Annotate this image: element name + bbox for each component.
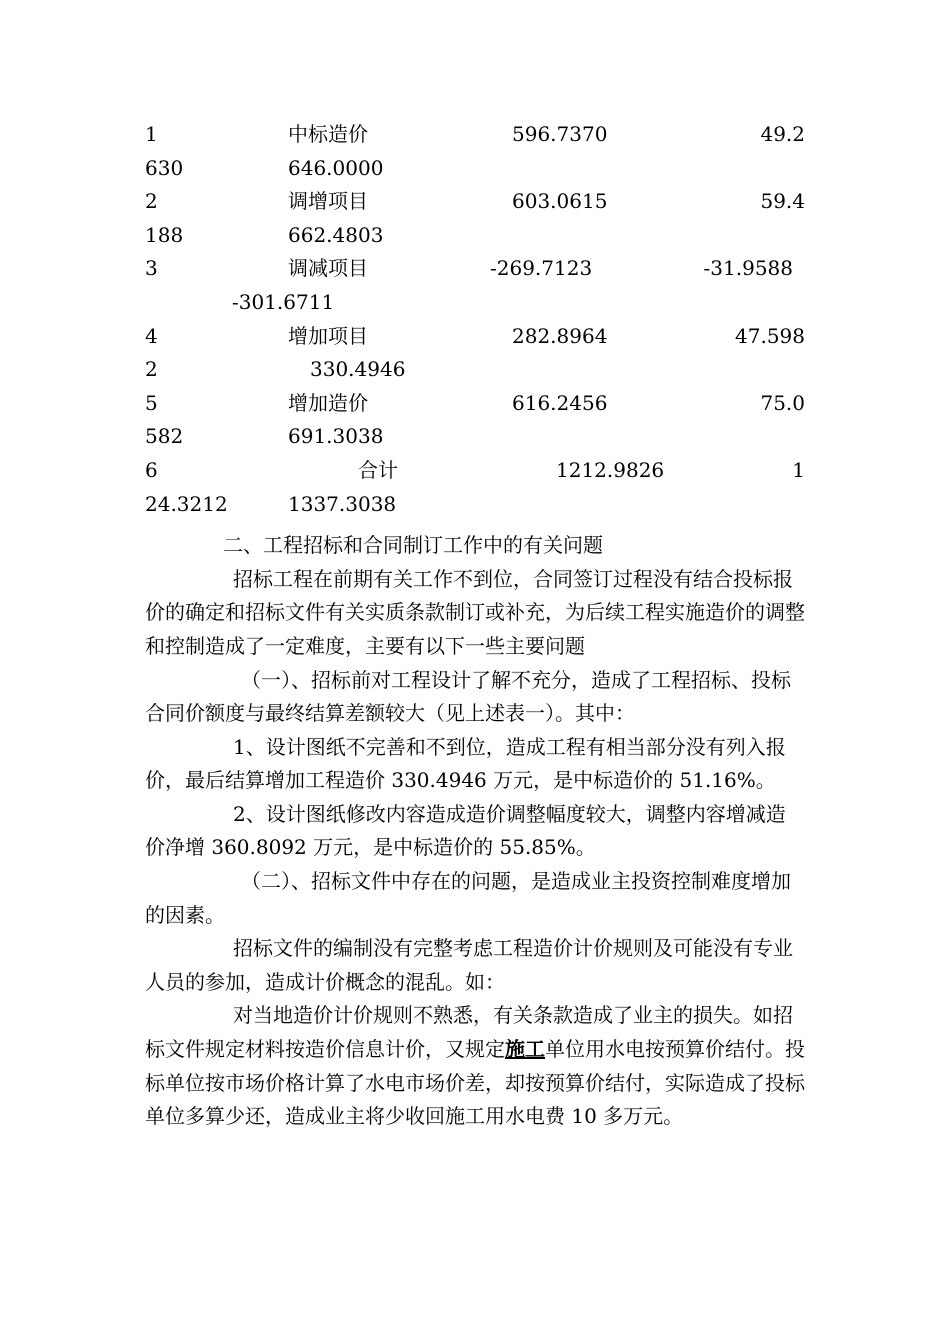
- row-value2: 49.2: [760, 122, 805, 146]
- table-row: [145, 387, 805, 421]
- row-number: 6: [145, 457, 158, 482]
- table-row: [145, 320, 805, 354]
- row-item: 调增项目: [288, 189, 368, 214]
- construction-link[interactable]: 施工: [505, 1037, 545, 1062]
- row-amount: 596.7370: [512, 122, 608, 146]
- row-amount: 616.2456: [512, 390, 608, 415]
- row-value2: 47.598: [735, 323, 805, 348]
- row-number: 1: [145, 122, 158, 146]
- row-amount: 603.0615: [512, 189, 608, 214]
- row-number: 4: [145, 323, 158, 348]
- table-row-wrap: [145, 286, 805, 320]
- row-item: 合计: [358, 457, 398, 482]
- row-value2-wrap: 630: [145, 155, 184, 180]
- paragraph-3: 招标文件的编制没有完整考虑工程造价计价规则及可能没有专业人员的参加，造成计价概念的混乱。如：: [145, 936, 793, 994]
- table-row: [145, 118, 805, 152]
- intro-paragraph: 招标工程在前期有关工作不到位，合同签订过程没有结合投标报价的确定和招标文件有关实质条款制订或补充，为后续工程实施造价的调整和控制造成了一定难度，主要有以下一些主要问题: [145, 566, 805, 658]
- row-number: 2: [145, 189, 158, 214]
- paragraph-4-text-b: 单位用水电按预算价结付。投标单位按市场价格计算了水电市场价差，却按预算价结付，实际造成了投标单位多算少还，造成业主将少收回施工用水电费 10 多万元。: [145, 1037, 805, 1129]
- table-row-wrap: [145, 420, 805, 454]
- row-total: -301.6711: [232, 289, 335, 314]
- section-heading: 二、工程招标和合同制订工作中的有关问题: [223, 533, 603, 558]
- table-row-wrap: [145, 152, 805, 186]
- row-item: 中标造价: [288, 122, 368, 146]
- row-value2-wrap: 582: [145, 424, 184, 449]
- row-value2: 1: [792, 457, 805, 482]
- table-row-wrap: [145, 488, 805, 522]
- row-amount: 1212.9826: [556, 457, 665, 482]
- row-item: 调减项目: [288, 256, 368, 281]
- row-value2: -31.9588: [703, 256, 793, 281]
- table-row-wrap: [145, 219, 805, 253]
- row-total: 646.0000: [288, 155, 384, 180]
- row-amount: -269.7123: [490, 256, 593, 281]
- row-value2: 59.4: [760, 189, 805, 214]
- table-row: [145, 252, 805, 286]
- row-total: 691.3038: [288, 424, 384, 449]
- table-row-wrap: [145, 353, 805, 387]
- paragraph-4-text-a: 对当地造价计价规则不熟悉，有关条款造成了业主的损失。如招标文件规定材料按造价信息计价，又规定: [145, 1003, 793, 1062]
- subsection-1: （一）、招标前对工程设计了解不充分，造成了工程招标、投标合同价额度与最终结算差额较大（见上述表一）。其中：: [145, 667, 791, 726]
- row-number: 5: [145, 390, 158, 415]
- table-row: [145, 454, 805, 488]
- row-value2: 75.0: [760, 390, 805, 415]
- document-page: [145, 118, 805, 1134]
- row-item: 增加项目: [288, 323, 368, 348]
- table-row: [145, 185, 805, 219]
- subsection-2: （二）、招标文件中存在的问题，是造成业主投资控制难度增加的因素。: [145, 869, 791, 927]
- row-total: 1337.3038: [288, 491, 397, 516]
- row-total: 662.4803: [288, 222, 384, 247]
- cost-table: [145, 118, 805, 521]
- row-number: 3: [145, 256, 158, 281]
- row-value2-wrap: 2: [145, 357, 158, 382]
- row-total: 330.4946: [310, 357, 406, 382]
- row-value2-wrap: 188: [145, 222, 184, 247]
- row-amount: 282.8964: [512, 323, 608, 348]
- row-item: 增加造价: [288, 390, 368, 415]
- list-item-2: 2、设计图纸修改内容造成造价调整幅度较大，调整内容增减造价净增 360.8092 万元，是中标造价的 55.85%。: [145, 801, 786, 860]
- paragraph-4: [145, 999, 805, 1133]
- list-item-1: 1、设计图纸不完善和不到位，造成工程有相当部分没有列入报价，最后结算增加工程造价 330.4946 万元，是中标造价的 51.16%。: [145, 734, 786, 793]
- row-value2-wrap: 24.3212: [145, 491, 228, 516]
